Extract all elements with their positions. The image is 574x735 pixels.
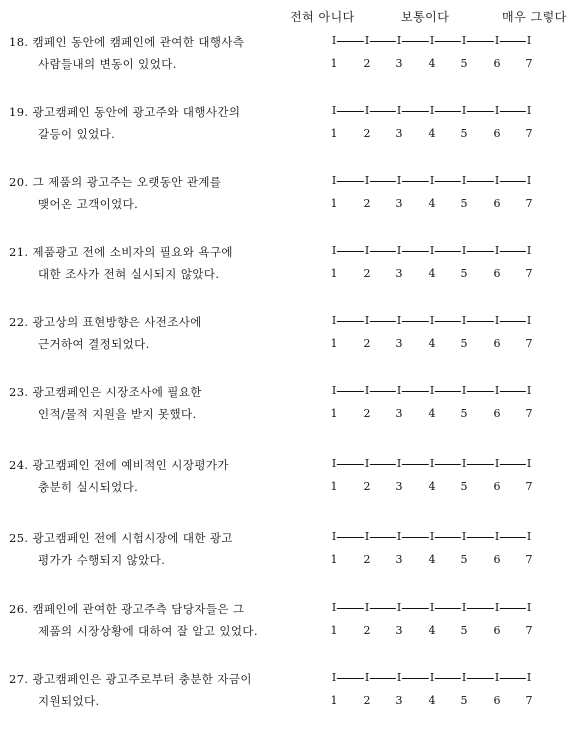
question-text-line-2: 맺어온 고객이었다.: [38, 197, 139, 211]
scale-option-4[interactable]: 4: [428, 624, 436, 637]
scale-option-3[interactable]: 3: [395, 553, 403, 566]
scale-option-1[interactable]: 1: [330, 694, 338, 707]
scale-option-5[interactable]: 5: [460, 127, 468, 140]
scale-label-not-at-all: 전혀 아니다: [290, 10, 355, 24]
scale-tick: I: [331, 174, 337, 187]
scale-tick: I: [331, 601, 337, 614]
scale-tick: I: [331, 671, 337, 684]
scale-tick: I: [494, 384, 500, 397]
scale-option-7[interactable]: 7: [525, 480, 533, 493]
scale-option-5[interactable]: 5: [460, 624, 468, 637]
scale-header: [0, 0, 574, 30]
scale-tick: I: [461, 530, 467, 543]
scale-tick: I: [526, 244, 532, 257]
scale-tick: I: [494, 314, 500, 327]
scale-tick: I: [526, 174, 532, 187]
scale-tick: I: [461, 314, 467, 327]
scale-option-5[interactable]: 5: [460, 553, 468, 566]
scale-tick: I: [364, 34, 370, 47]
scale-option-5[interactable]: 5: [460, 197, 468, 210]
scale-tick: I: [396, 174, 402, 187]
scale-tick: I: [364, 104, 370, 117]
scale-option-3[interactable]: 3: [395, 337, 403, 350]
question-text-line-1: 18. 캠페인 동안에 캠페인에 관여한 대행사측: [9, 35, 245, 49]
scale-tick: I: [364, 174, 370, 187]
scale-tick: I: [429, 384, 435, 397]
scale-option-3[interactable]: 3: [395, 407, 403, 420]
scale-option-2[interactable]: 2: [363, 127, 371, 140]
scale-option-3[interactable]: 3: [395, 197, 403, 210]
scale-option-5[interactable]: 5: [460, 407, 468, 420]
scale-tick: I: [494, 104, 500, 117]
scale-tick: I: [331, 457, 337, 470]
scale-tick: I: [461, 174, 467, 187]
scale-tick: I: [429, 601, 435, 614]
scale-option-2[interactable]: 2: [363, 197, 371, 210]
likert-scale-line: [330, 602, 530, 616]
scale-tick: I: [331, 530, 337, 543]
question-item: [0, 244, 574, 308]
scale-tick: I: [396, 244, 402, 257]
scale-tick: I: [331, 384, 337, 397]
question-text-line-1: 25. 광고캠페인 전에 시험시장에 대한 광고: [9, 531, 233, 545]
scale-option-3[interactable]: 3: [395, 480, 403, 493]
scale-tick: I: [364, 530, 370, 543]
question-item: [0, 671, 574, 735]
scale-option-1[interactable]: 1: [330, 267, 338, 280]
scale-tick: I: [396, 34, 402, 47]
scale-tick: I: [461, 244, 467, 257]
question-item: [0, 384, 574, 448]
scale-tick: I: [526, 384, 532, 397]
question-text-line-2: 대한 조사가 전혀 실시되지 않았다.: [38, 267, 220, 281]
scale-option-3[interactable]: 3: [395, 694, 403, 707]
scale-tick: I: [494, 174, 500, 187]
scale-option-1[interactable]: 1: [330, 553, 338, 566]
scale-tick: I: [331, 244, 337, 257]
scale-option-6[interactable]: 6: [493, 57, 501, 70]
question-text-line-2: 사람들내의 변동이 있었다.: [38, 57, 177, 71]
scale-option-7[interactable]: 7: [525, 553, 533, 566]
likert-scale-line: [330, 315, 530, 329]
scale-option-6[interactable]: 6: [493, 337, 501, 350]
scale-option-7[interactable]: 7: [525, 57, 533, 70]
scale-option-2[interactable]: 2: [363, 57, 371, 70]
scale-tick: I: [331, 104, 337, 117]
scale-option-2[interactable]: 2: [363, 553, 371, 566]
question-text-line-2: 지원되었다.: [38, 694, 100, 708]
scale-tick: I: [331, 34, 337, 47]
scale-tick: I: [461, 104, 467, 117]
scale-tick: I: [396, 671, 402, 684]
likert-scale-line: [330, 385, 530, 399]
scale-tick: I: [364, 671, 370, 684]
scale-tick: I: [461, 34, 467, 47]
scale-option-5[interactable]: 5: [460, 480, 468, 493]
scale-tick: I: [429, 34, 435, 47]
scale-option-7[interactable]: 7: [525, 694, 533, 707]
scale-tick: I: [364, 384, 370, 397]
scale-option-2[interactable]: 2: [363, 267, 371, 280]
scale-option-2[interactable]: 2: [363, 694, 371, 707]
scale-option-4[interactable]: 4: [428, 127, 436, 140]
scale-tick: I: [396, 457, 402, 470]
question-text-line-1: 24. 광고캠페인 전에 예비적인 시장평가가: [9, 458, 229, 472]
scale-option-7[interactable]: 7: [525, 127, 533, 140]
scale-option-3[interactable]: 3: [395, 624, 403, 637]
scale-tick: I: [429, 457, 435, 470]
scale-option-6[interactable]: 6: [493, 553, 501, 566]
scale-option-7[interactable]: 7: [525, 267, 533, 280]
scale-label-neutral: 보통이다: [401, 10, 450, 24]
scale-option-2[interactable]: 2: [363, 337, 371, 350]
scale-option-5[interactable]: 5: [460, 57, 468, 70]
scale-tick: I: [461, 384, 467, 397]
scale-tick: I: [494, 244, 500, 257]
likert-scale-line: [330, 35, 530, 49]
scale-option-3[interactable]: 3: [395, 57, 403, 70]
scale-tick: I: [526, 314, 532, 327]
scale-tick: I: [461, 671, 467, 684]
scale-option-1[interactable]: 1: [330, 127, 338, 140]
question-text-line-1: 26. 캠페인에 관여한 광고주측 담당자들은 그: [9, 602, 245, 616]
question-text-line-2: 충분히 실시되었다.: [38, 480, 139, 494]
scale-tick: I: [494, 457, 500, 470]
scale-option-4[interactable]: 4: [428, 553, 436, 566]
scale-label-very-much: 매우 그렇다: [502, 10, 567, 24]
scale-option-6[interactable]: 6: [493, 407, 501, 420]
scale-tick: I: [429, 174, 435, 187]
question-text-line-1: 20. 그 제품의 광고주는 오랫동안 관계를: [9, 175, 222, 189]
scale-option-1[interactable]: 1: [330, 480, 338, 493]
scale-option-6[interactable]: 6: [493, 694, 501, 707]
scale-tick: I: [526, 530, 532, 543]
scale-option-6[interactable]: 6: [493, 480, 501, 493]
question-item: [0, 174, 574, 238]
scale-option-1[interactable]: 1: [330, 197, 338, 210]
scale-option-2[interactable]: 2: [363, 407, 371, 420]
question-text-line-1: 19. 광고캠페인 동안에 광고주와 대행사간의: [9, 105, 241, 119]
scale-option-6[interactable]: 6: [493, 267, 501, 280]
scale-tick: I: [429, 104, 435, 117]
likert-scale-line: [330, 531, 530, 545]
scale-option-4[interactable]: 4: [428, 197, 436, 210]
question-text-line-2: 갈등이 있었다.: [38, 127, 116, 141]
scale-option-6[interactable]: 6: [493, 624, 501, 637]
scale-tick: I: [364, 244, 370, 257]
scale-option-5[interactable]: 5: [460, 267, 468, 280]
question-item: [0, 530, 574, 594]
scale-option-7[interactable]: 7: [525, 407, 533, 420]
scale-tick: I: [396, 314, 402, 327]
scale-tick: I: [526, 104, 532, 117]
scale-tick: I: [364, 601, 370, 614]
scale-tick: I: [494, 601, 500, 614]
likert-scale-line: [330, 672, 530, 686]
scale-option-4[interactable]: 4: [428, 694, 436, 707]
scale-tick: I: [494, 34, 500, 47]
question-text-line-1: 23. 광고캠페인은 시장조사에 필요한: [9, 385, 202, 399]
scale-option-2[interactable]: 2: [363, 624, 371, 637]
scale-tick: I: [429, 244, 435, 257]
scale-tick: I: [429, 314, 435, 327]
question-text-line-1: 21. 제품광고 전에 소비자의 필요와 욕구에: [9, 245, 233, 259]
scale-option-7[interactable]: 7: [525, 197, 533, 210]
scale-tick: I: [364, 314, 370, 327]
question-text-line-2: 제품의 시장상황에 대하여 잘 알고 있었다.: [38, 624, 258, 638]
scale-option-1[interactable]: 1: [330, 624, 338, 637]
scale-tick: I: [331, 314, 337, 327]
question-text-line-2: 인적/물적 지원을 받지 못했다.: [38, 407, 197, 421]
scale-option-4[interactable]: 4: [428, 407, 436, 420]
scale-option-4[interactable]: 4: [428, 267, 436, 280]
question-text-line-1: 27. 광고캠페인은 광고주로부터 충분한 자금이: [9, 672, 252, 686]
question-item: [0, 34, 574, 98]
scale-tick: I: [396, 384, 402, 397]
likert-scale-line: [330, 245, 530, 259]
likert-scale-line: [330, 105, 530, 119]
question-item: [0, 314, 574, 378]
scale-option-6[interactable]: 6: [493, 197, 501, 210]
scale-tick: I: [526, 34, 532, 47]
scale-option-2[interactable]: 2: [363, 480, 371, 493]
scale-tick: I: [494, 671, 500, 684]
question-item: [0, 601, 574, 665]
scale-option-1[interactable]: 1: [330, 57, 338, 70]
scale-tick: I: [396, 104, 402, 117]
scale-option-3[interactable]: 3: [395, 127, 403, 140]
scale-tick: I: [461, 601, 467, 614]
question-item: [0, 104, 574, 168]
question-text-line-1: 22. 광고상의 표현방향은 사전조사에: [9, 315, 202, 329]
scale-option-4[interactable]: 4: [428, 57, 436, 70]
scale-option-1[interactable]: 1: [330, 407, 338, 420]
scale-tick: I: [396, 530, 402, 543]
scale-option-7[interactable]: 7: [525, 337, 533, 350]
scale-option-5[interactable]: 5: [460, 694, 468, 707]
scale-tick: I: [494, 530, 500, 543]
scale-option-7[interactable]: 7: [525, 624, 533, 637]
scale-option-5[interactable]: 5: [460, 337, 468, 350]
scale-option-4[interactable]: 4: [428, 337, 436, 350]
question-item: [0, 457, 574, 521]
scale-option-6[interactable]: 6: [493, 127, 501, 140]
scale-tick: I: [526, 671, 532, 684]
scale-tick: I: [429, 671, 435, 684]
scale-option-1[interactable]: 1: [330, 337, 338, 350]
likert-scale-line: [330, 175, 530, 189]
scale-option-4[interactable]: 4: [428, 480, 436, 493]
scale-option-3[interactable]: 3: [395, 267, 403, 280]
scale-tick: I: [396, 601, 402, 614]
question-text-line-2: 근거하여 결정되었다.: [38, 337, 150, 351]
question-text-line-2: 평가가 수행되지 않았다.: [38, 553, 166, 567]
scale-tick: I: [461, 457, 467, 470]
likert-scale-line: [330, 458, 530, 472]
scale-tick: I: [364, 457, 370, 470]
scale-tick: I: [429, 530, 435, 543]
scale-tick: I: [526, 457, 532, 470]
scale-tick: I: [526, 601, 532, 614]
